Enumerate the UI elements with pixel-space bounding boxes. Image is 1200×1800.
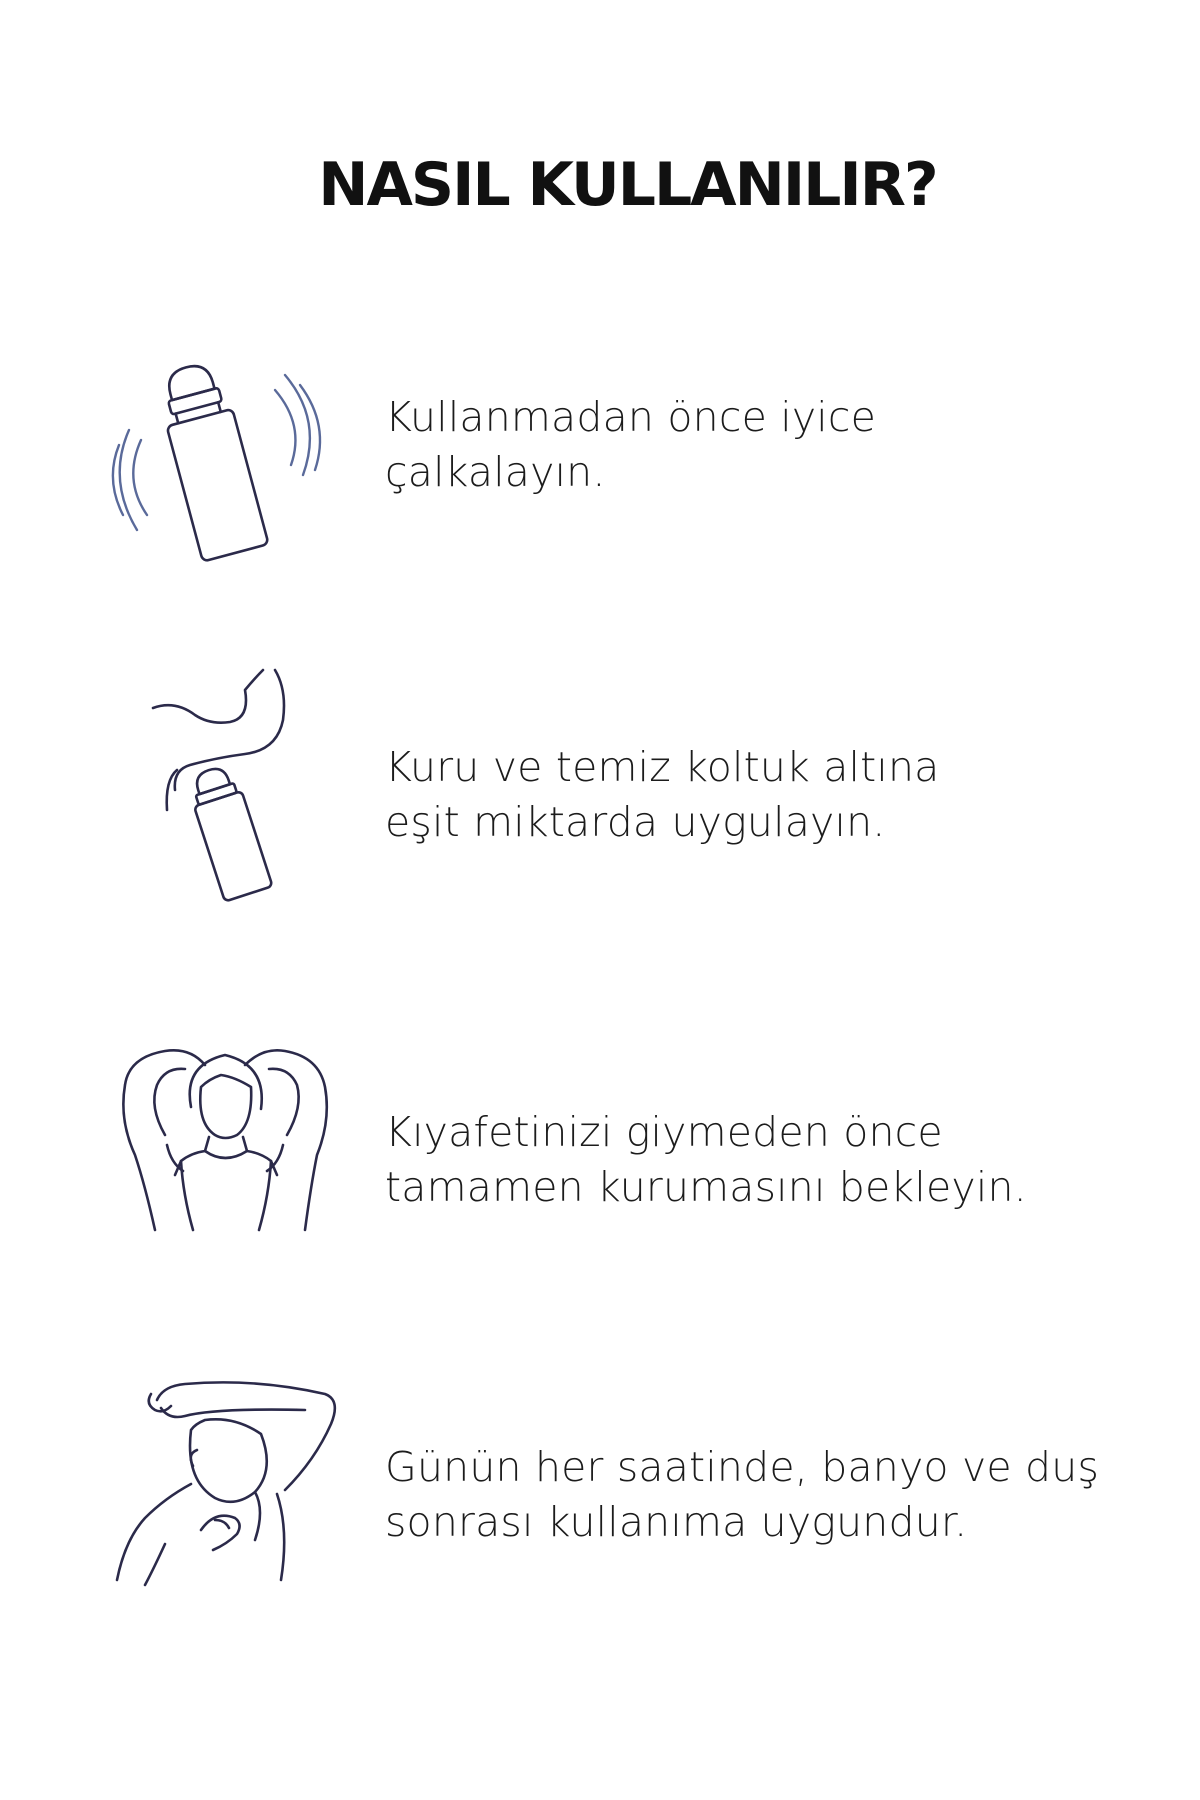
- page-title: NASIL KULLANILIR?: [318, 150, 937, 220]
- woman-arm-raised-icon: [105, 1380, 345, 1610]
- roll-on-shake-icon: [105, 345, 345, 575]
- step-apply-line1: Kuru ve temiz koltuk altına: [385, 743, 940, 791]
- woman-arms-raised-icon: [105, 1035, 345, 1265]
- step-anytime-line1: Günün her saatinde, banyo ve duş: [385, 1443, 1100, 1491]
- step-apply-line2: eşit miktarda uygulayın.: [385, 798, 886, 846]
- step-dry-line1: Kıyafetinizi giymeden önce: [385, 1108, 943, 1156]
- step-shake-line2: çalkalayın.: [385, 448, 606, 496]
- step-dry-line2: tamamen kurumasını bekleyin.: [385, 1163, 1027, 1211]
- underarm-apply-icon: [105, 670, 345, 900]
- step-shake-line1: Kullanmadan önce iyice: [385, 393, 877, 441]
- step-anytime-line2: sonrası kullanıma uygundur.: [385, 1498, 968, 1546]
